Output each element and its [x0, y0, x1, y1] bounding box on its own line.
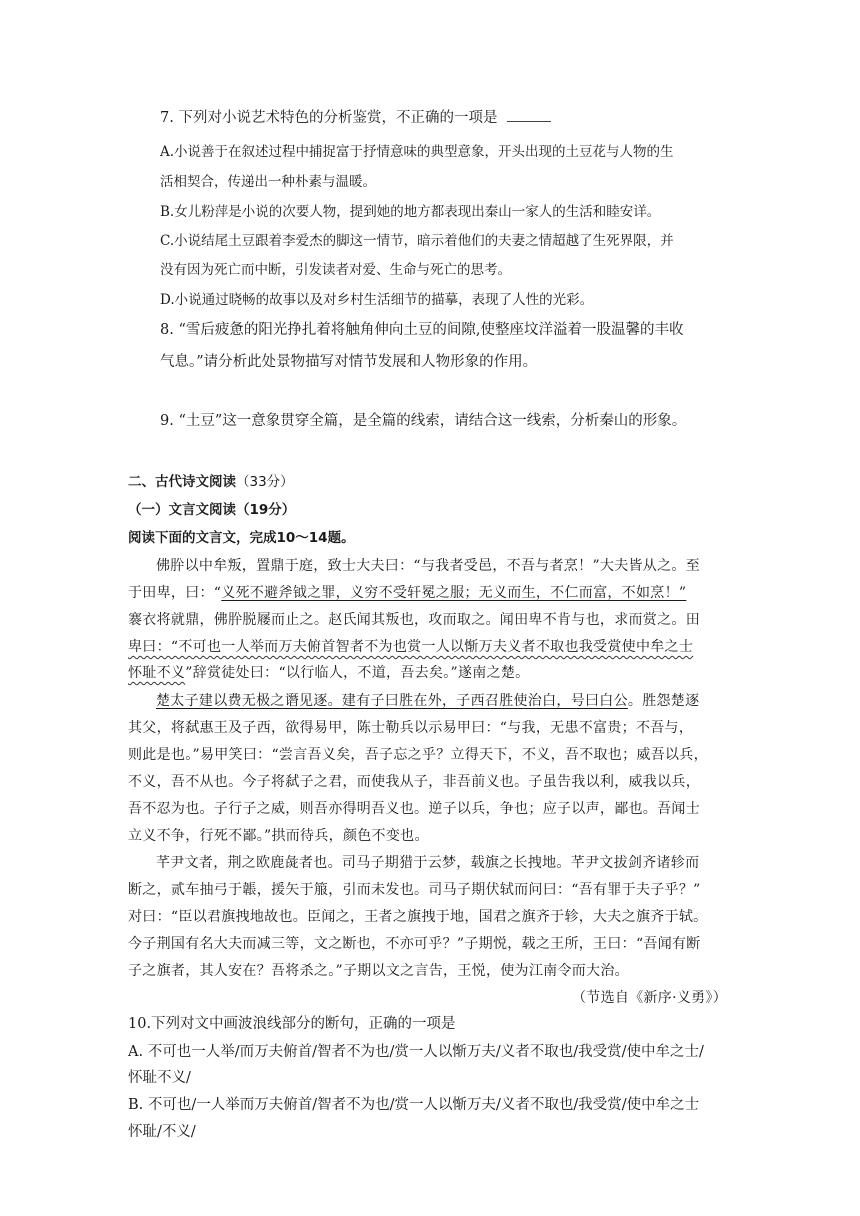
passage-source: （节选自《新序·义勇》）	[572, 990, 728, 1006]
passage-p1-line3: 褰衣将就鼎，佛肸脱屦而止之。赵氏闻其叛也，攻而取之。闻田卑不肯与也，求而赏之。田	[128, 612, 700, 628]
q7-option-c-line1: C.小说结尾土豆跟着李爱杰的脚这一情节，暗示着他们的夫妻之情超越了生死界限，并	[160, 233, 674, 249]
passage-p3-line5: 子之旗者，其人安在？吾将杀之。”子期以文之言告，王悦，使为江南令而大治。	[128, 963, 629, 979]
q8-line1: 8. “雪后疲惫的阳光挣扎着将触角伸向土豆的间隙,使整座坟洋溢着一股温馨的丰收	[160, 322, 684, 338]
q9-line1: 9. “土豆”这一意象贯穿全篇，是全篇的线索，请结合这一线索，分析秦山的形象。	[160, 413, 687, 429]
section-title: 二、古代诗文阅读（33分）	[128, 474, 294, 490]
passage-p3-line4: 今子荆国有名大夫而减三等，文之断也，不亦可乎？”子期悦，载之王所，王曰：“吾闻有断	[128, 936, 701, 952]
passage-p1-line4	[128, 636, 693, 656]
answer-blank	[507, 109, 551, 122]
q7-option-d: D.小说通过晓畅的故事以及对乡村生活细节的描摹，表现了人性的光彩。	[160, 292, 594, 308]
section-instruction: 阅读下面的文言文，完成10～14题。	[128, 530, 355, 546]
q7-option-a-line1: A.小说善于在叙述过程中捕捉富于抒情意味的典型意象，开头出现的土豆花与人物的生	[160, 144, 674, 160]
underlined-sentence: 义死不避斧钺之罪，义穷不受轩冕之服；无义而生，不仁而富，不如烹！”	[221, 585, 687, 601]
q7-option-b: B.女儿粉萍是小说的次要人物，提到她的地方都表现出秦山一家人的生活和睦安详。	[160, 204, 661, 220]
passage-p1-line5: 怀耻不义”辞赏徒处曰：“以行临人，不道，吾去矣。”遂南之楚。	[128, 665, 530, 681]
q10-option-b-line1: B. 不可也/一人举而万夫俯首/智者不为也/赏一人以惭万夫/义者不取也/我受赏/使中牟之士	[128, 1097, 700, 1113]
q10-option-b-line2: 怀耻/不义/	[128, 1124, 196, 1140]
wavy-underlined-text: 卑曰：“不可也一人举而万夫俯首智者不为也赏一人以惭万夫义者不取也我受赏使中牟之士	[128, 639, 694, 655]
q8-line2: 气息。”请分析此处景物描写对情节发展和人物形象的作用。	[160, 354, 538, 370]
passage-p1-line2: 于田卑，曰：“义死不避斧钺之罪，义穷不受轩冕之服；无义而生，不仁而富，不如烹！”	[128, 585, 687, 601]
passage-p2-line2: 其父，将弑惠王及子西，欲得易甲，陈士勒兵以示易甲曰：“与我，无患不富贵；不吾与，	[128, 720, 694, 736]
section-subtitle: （一）文言文阅读（19分）	[128, 502, 296, 518]
passage-p3-line1: 芊尹文者，荆之欧鹿彘者也。司马子期猎于云梦，载旗之长拽地。芊尹文拔剑齐诸轸而	[156, 855, 700, 871]
q10-option-a-line1: A. 不可也一人举/而万夫俯首/智者不为也/赏一人以惭万夫/义者不取也/我受赏/使中牟之士/	[128, 1044, 704, 1060]
q7-option-a-line2: 活相契合，传递出一种朴素与温暖。	[160, 174, 376, 190]
passage-p2-line5: 吾不忍为也。子行子之威，则吾亦得明吾义也。逆子以兵，争也；应子以声，鄙也。吾闻士	[128, 801, 700, 817]
passage-p2-line1: 楚太子建以费无极之谮见逐。建有子曰胜在外，子西召胜使治白，号曰白公。胜怨楚逐	[156, 693, 700, 709]
q10-stem: 10.下列对文中画波浪线部分的断句，正确的一项是	[128, 1016, 456, 1032]
q10-option-a-line2: 怀耻不义/	[128, 1070, 191, 1086]
q7-stem: 7. 下列对小说艺术特色的分析鉴赏，不正确的一项是	[160, 106, 551, 127]
passage-p2-line3: 则此是也。”易甲笑曰：“尝言吾义矣，吾子忘之乎？立得天下，不义，吾不取也；威吾以兵，	[128, 747, 708, 763]
passage-p2-line6: 立义不争，行死不鄙。”拱而待兵，颜色不变也。	[128, 828, 429, 844]
passage-p3-line3: 对曰：“臣以君旗拽地故也。臣闻之，王者之旗拽于地，国君之旗齐于轸，大夫之旗齐于轼。	[128, 909, 708, 925]
q7-option-c-line2: 没有因为死亡而中断，引发读者对爱、生命与死亡的思考。	[160, 262, 511, 278]
passage-p3-line2: 断之，贰车抽弓于韔，援矢于箙，引而未发也。司马子期伏轼而问曰：“吾有罪于夫子乎？”	[128, 882, 701, 898]
passage-p1-line1: 佛肸以中牟叛，置鼎于庭，致士大夫曰：“与我者受邑，不吾与者烹！”大夫皆从之。至	[156, 558, 701, 574]
passage-p2-line4: 不义，吾不从也。今子将弑子之君，而使我从子，非吾前义也。子虽告我以利，威我以兵，	[128, 774, 700, 790]
underlined-sentence: 楚太子建以费无极之谮见逐。建有子曰胜在外，子西召胜使治白，号曰白公	[156, 693, 628, 709]
